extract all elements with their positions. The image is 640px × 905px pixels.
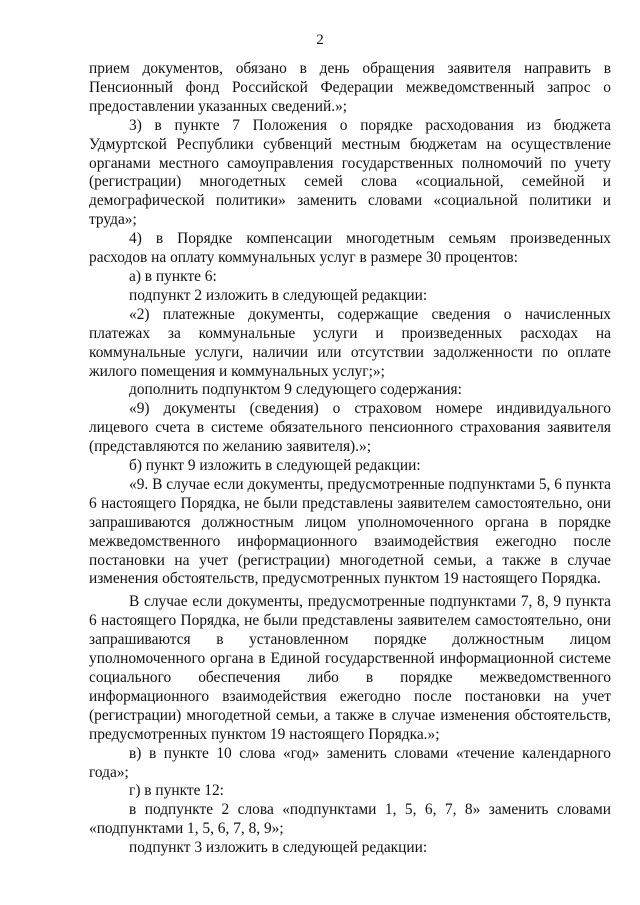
paragraph: «9. В случае если документы, предусмотренные подпунктами 5, 6 пункта 6 настоящего Порядка, не были представлены заявителем самостоятельно, они запрашиваются должностным лицом уполномоченного органа в порядке межведомственного информационного взаимодействия ежегодно после постановки на учет (регистрации) многодетной семьи, а также в случае изменения обстоятельств, предусмотренных пунктом 19 настоящего Порядка. — [89, 475, 611, 588]
document-body — [89, 60, 611, 858]
page-number: 2 — [316, 32, 324, 48]
paragraph: подпункт 3 изложить в следующей редакции: — [129, 839, 428, 857]
paragraph: дополнить подпунктом 9 следующего содержания: — [129, 381, 462, 399]
paragraph: 3) в пункте 7 Положения о порядке расходования из бюджета Удмуртской Республики субвенций местным бюджетам на осуществление органами местного самоуправления государственных полномочий по учету (регистрации) многодетных семей слова «социальной, семейной и демографической политики» заменить словами «социальной политики и труда»; — [89, 116, 611, 229]
paragraph: в) в пункте 10 слова «год» заменить словами «течение календарного года»; — [89, 744, 611, 781]
paragraph: «9) документы (сведения) о страховом номере индивидуального лицевого счета в системе обязательного пенсионного страхования заявителя (представляются по желанию заявителя).»; — [89, 400, 611, 456]
paragraph: б) пункт 9 изложить в следующей редакции: — [129, 457, 421, 475]
paragraph: подпункт 2 изложить в следующей редакции: — [129, 286, 428, 304]
paragraph: прием документов, обязано в день обращения заявителя направить в Пенсионный фонд Российской Федерации межведомственный запрос о предоставлении указанных сведений.»; — [89, 60, 611, 115]
paragraph: 4) в Порядке компенсации многодетным семьям произведенных расходов на оплату коммунальных услуг в размере 30 процентов: — [89, 230, 611, 267]
paragraph: в подпункте 2 слова «подпунктами 1, 5, 6, 7, 8» заменить словами «подпунктами 1, 5, 6, 7, 8, 9»; — [89, 801, 611, 838]
paragraph: В случае если документы, предусмотренные подпунктами 7, 8, 9 пункта 6 настоящего Порядка, не были представлены заявителем самостоятельно, они запрашиваются в установленном порядке должностным лицом уполномоченного органа в Единой государственной информационной системе социального обеспечения либо в порядке межведомственного информационного взаимодействия ежегодно после постановки на учет (регистрации) многодетной семьи, а также в случае изменения обстоятельств, предусмотренных пунктом 19 настоящего Порядка.»; — [89, 593, 611, 743]
paragraph: г) в пункте 12: — [129, 782, 224, 800]
paragraph: «2) платежные документы, содержащие сведения о начисленных платежах за коммунальные услуги и произведенных расходах на коммунальные услуги, наличии или отсутствии задолженности по оплате жилого помещения и коммунальных услуг;»; — [89, 305, 611, 380]
paragraph: а) в пункте 6: — [129, 267, 217, 285]
